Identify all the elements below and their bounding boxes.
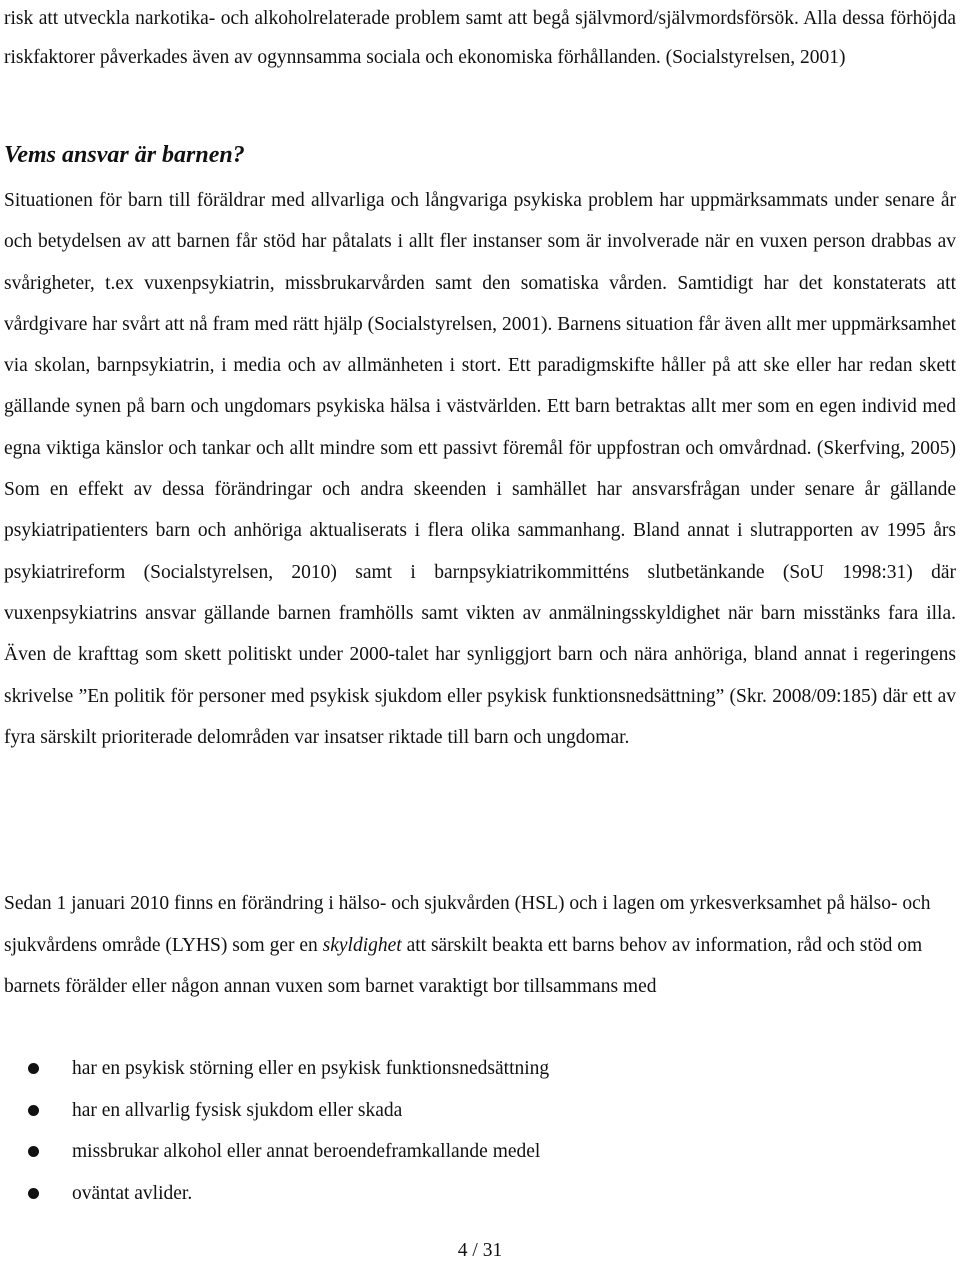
responsibility-paragraph: Situationen för barn till föräldrar med allvarliga och långvariga psykiska problem har uppmärksammats under senare år och betydelsen av att barnen får stöd har påtalats i allt fler instanser som är involverade när en vuxen person drabbas av svårigheter, t.ex vuxenpsykiatrin, missbrukarvården samt den somatiska vården. Samtidigt har det konstaterats att vårdgivare har svårt att nå fram med rätt hjälp (Socialstyrelsen, 2001). Barnens situation får även allt mer uppmärksamhet via skolan, barnpsykiatrin, i media och av allmänheten i stort. Ett paradigmskifte håller på att ske eller har redan skett gällande synen på barn och ungdomars psykiska hälsa i västvärlden. Ett barn betraktas allt mer som en egen individ med egna viktiga känslor och tankar och allt mindre som ett passivt föremål för uppfostran och omvårdnad. (Skerfving, 2005) Som en effekt av dessa förändringar och andra skeenden i samhället har ansvarsfrågan under senare år gällande psykiatripatienters barn och anhöriga aktualiserats i flera olika sammanhang. Bland annat i slutrapporten av 1995 års psykiatrireform (Socialstyrelsen, 2010) samt i barnpsykiatrikommitténs slutbetänkande (SoU 1998:31) där vuxenpsykiatrins ansvar gällande barnen framhölls samt vikten av anmälningsskyldighet när barn misstänks fara illa. Även de krafttag som skett politiskt under 2000-talet har synliggjort barn och nära anhöriga, bland annat i regeringens skrivelse ”En politik för personer med psykisk sjukdom eller psykisk funktionsnedsättning” (Skr. 2008/09:185) där ett av fyra särskilt prioriterade delområden var insatser riktade till barn och ungdomar. (4, 190, 956, 748)
list-item-text: har en psykisk störning eller en psykisk funktionsnedsättning (72, 1058, 550, 1079)
bullet-icon (28, 1188, 39, 1199)
list-item (4, 1090, 956, 1132)
hsl-text-after: att särskilt beakta ett barns behov av information, råd och stöd om barnets förälder eller någon annan vuxen som barnet varaktigt bor tillsammans med (4, 934, 923, 997)
bullet-icon (28, 1063, 39, 1074)
bullet-icon (28, 1146, 39, 1157)
section-heading: Vems ansvar är barnen? (4, 142, 245, 168)
page-number: 4 / 31 (457, 1240, 503, 1261)
list-item (4, 1048, 956, 1090)
bullet-icon (28, 1105, 39, 1116)
list-item (4, 1173, 956, 1215)
list-item-text: oväntat avlider. (72, 1182, 193, 1204)
condition-list (4, 1048, 956, 1214)
hsl-emphasis: skyldighet (322, 934, 402, 956)
list-item (4, 1131, 956, 1173)
hsl-text-before: Sedan 1 januari 2010 finns en förändring i hälso- och sjukvården (HSL) och i lagen om yrkesverksamhet på hälso- och sjukvårdens område (LYHS) som ger en (4, 893, 931, 956)
intro-paragraph: risk att utveckla narkotika- och alkoholrelaterade problem samt att begå självmord/självmordsförsök. Alla dessa förhöjda riskfaktorer påverkades även av ogynnsamma sociala och ekonomiska förhållanden. (Socialstyrelsen, 2001) (4, 8, 956, 68)
list-item-text: missbrukar alkohol eller annat beroendeframkallande medel (72, 1141, 541, 1162)
list-item-text: har en allvarlig fysisk sjukdom eller skada (72, 1099, 403, 1121)
hsl-paragraph (4, 883, 956, 1008)
